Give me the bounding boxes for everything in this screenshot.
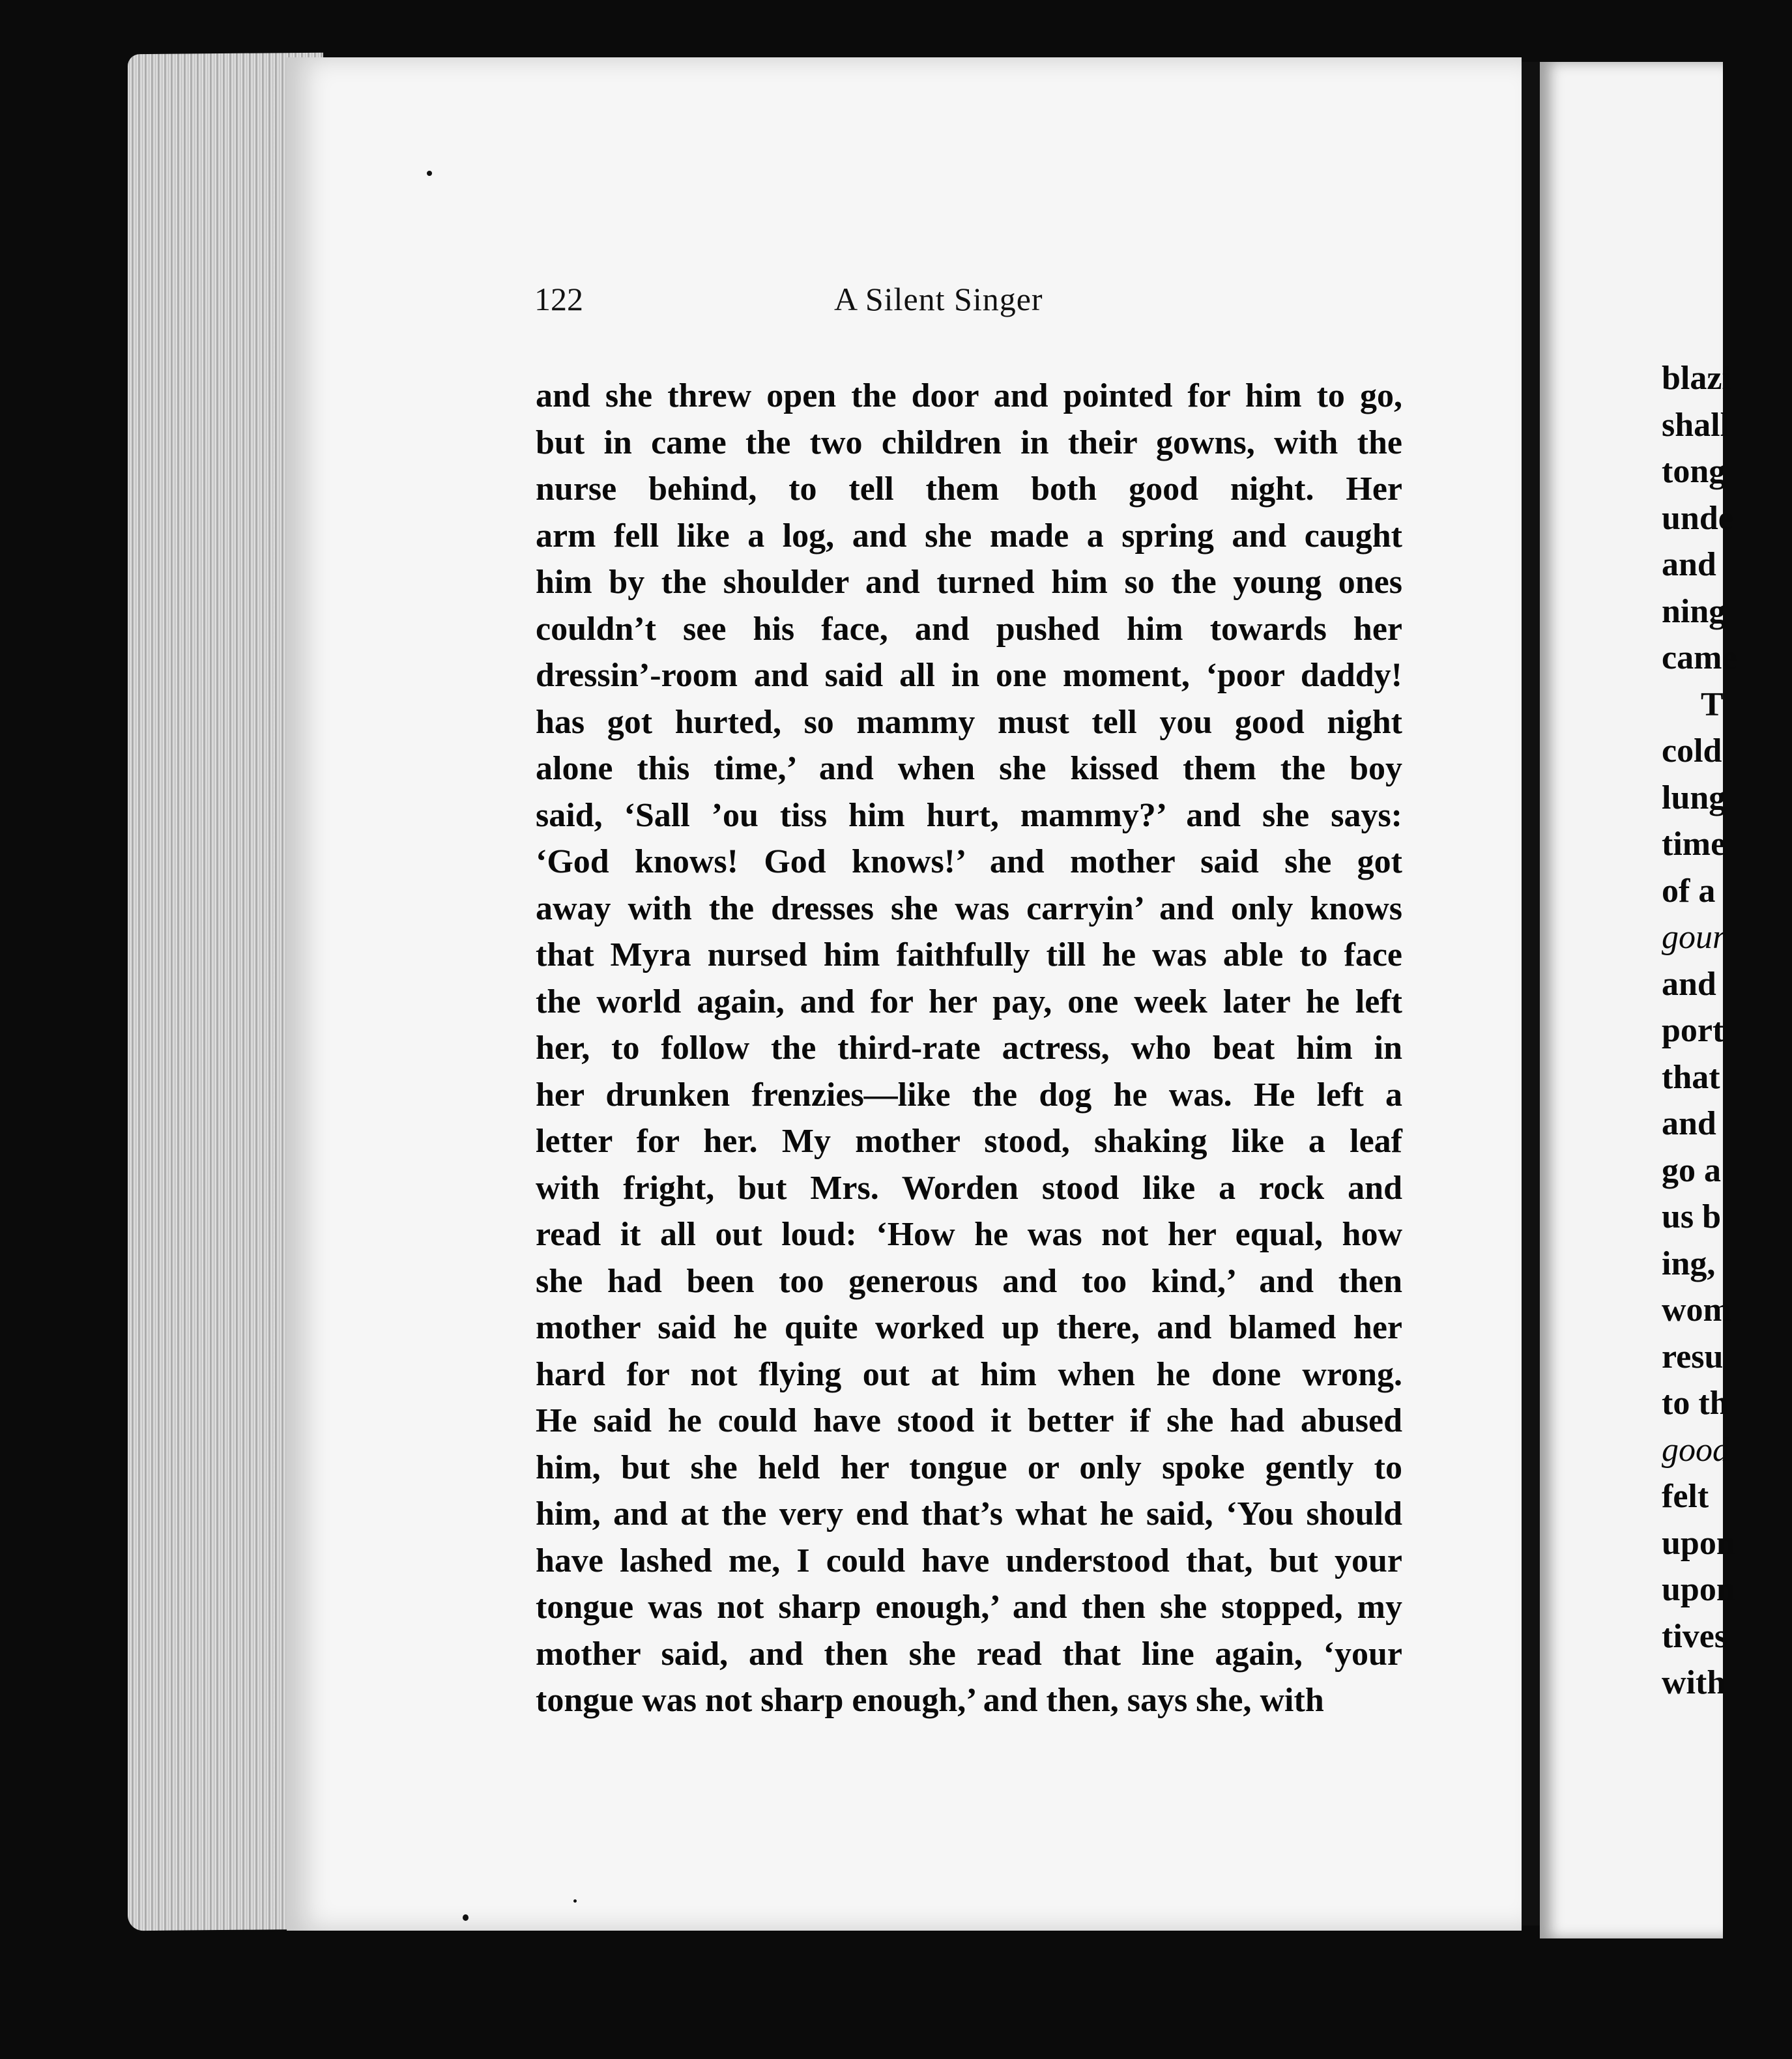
text-line: hard for not flying out at him when he done wrong. <box>536 1355 1402 1393</box>
facing-line: go a <box>1662 1151 1721 1189</box>
facing-line: resu <box>1662 1338 1724 1375</box>
text-line: tongue was not sharp enough,’ and then she stopped, my <box>536 1589 1402 1626</box>
text-line: her drunken frenzies—like the dog he was. He left a <box>536 1076 1402 1114</box>
facing-line: of a <box>1662 872 1716 910</box>
facing-line: time <box>1662 826 1726 863</box>
facing-line: cold <box>1662 732 1722 770</box>
facing-line: ing, <box>1662 1245 1716 1282</box>
facing-line: tong <box>1662 453 1726 490</box>
facing-line: came <box>1662 639 1737 676</box>
facing-line: lung <box>1662 779 1726 816</box>
text-line: and she threw open the door and pointed for him to go, <box>536 377 1402 414</box>
facing-page-text <box>1662 355 1792 1706</box>
facing-line: tives <box>1662 1617 1728 1655</box>
body-text <box>536 373 1402 1724</box>
dust-speck <box>463 1914 469 1921</box>
running-head <box>534 280 1401 332</box>
facing-line: gour <box>1662 919 1726 956</box>
text-line: tongue was not sharp enough,’ and then, says she, with <box>536 1682 1324 1719</box>
facing-line: upon <box>1662 1571 1735 1608</box>
text-line: him, but she held her tongue or only spoke gently to <box>536 1448 1402 1486</box>
facing-line: and <box>1662 546 1716 583</box>
text-line: the world again, and for her pay, one week later he left <box>536 983 1402 1020</box>
facing-line: blazi <box>1662 360 1731 397</box>
text-line: letter for her. My mother stood, shaking like a leaf <box>536 1123 1402 1160</box>
text-line: with fright, but Mrs. Worden stood like a rock and <box>536 1169 1402 1207</box>
text-line: arm fell like a log, and she made a spring and caught <box>536 517 1402 554</box>
facing-line: port <box>1662 1012 1724 1049</box>
dust-speck <box>427 171 432 176</box>
facing-line: wom <box>1662 1291 1731 1329</box>
facing-line: shall <box>1662 406 1730 444</box>
text-line: him, and at the very end that’s what he said, ‘You should <box>536 1495 1402 1533</box>
facing-line: good <box>1662 1431 1729 1469</box>
facing-line: T <box>1701 685 1724 723</box>
text-line: dressin’-room and said all in one moment, ‘poor daddy! <box>536 657 1402 694</box>
text-line: read it all out loud: ‘How he was not her equal, how <box>536 1216 1402 1253</box>
page-number: 122 <box>534 281 583 317</box>
text-line: but in came the two children in their gowns, with the <box>536 424 1402 461</box>
text-line: her, to follow the third-rate actress, who beat him in <box>536 1030 1402 1067</box>
text-line: nurse behind, to tell them both good night. Her <box>536 470 1402 508</box>
dust-speck <box>573 1899 577 1903</box>
book-title: A Silent Singer <box>834 281 1043 317</box>
text-line: has got hurted, so mammy must tell you good night <box>536 703 1402 741</box>
facing-line: us b <box>1662 1198 1722 1235</box>
text-line: mother said, and then she read that line again, ‘your <box>536 1635 1402 1673</box>
text-line: him by the shoulder and turned him so the young ones <box>536 564 1402 601</box>
text-line: mother said he quite worked up there, and blamed her <box>536 1309 1402 1346</box>
facing-line: ning <box>1662 592 1726 630</box>
facing-line: felt <box>1662 1478 1709 1515</box>
facing-line: with <box>1662 1664 1726 1701</box>
facing-line: upon <box>1662 1524 1735 1562</box>
text-line: that Myra nursed him faithfully till he was able to face <box>536 936 1402 973</box>
text-line: she had been too generous and too kind,’ and then <box>536 1262 1402 1300</box>
facing-line: unde <box>1662 499 1733 537</box>
text-line: away with the dresses she was carryin’ and only knows <box>536 889 1402 927</box>
text-line: said, ‘Sall ’ou tiss him hurt, mammy?’ and she says: <box>536 796 1402 834</box>
facing-line: to th <box>1662 1385 1729 1422</box>
facing-line: and <box>1662 1105 1716 1142</box>
facing-line: that <box>1662 1058 1720 1096</box>
text-line: have lashed me, I could have understood that, but your <box>536 1542 1402 1579</box>
facing-line: and <box>1662 965 1716 1003</box>
text-line: ‘God knows! God knows!’ and mother said she got <box>536 843 1402 880</box>
text-line: alone this time,’ and when she kissed them the boy <box>536 750 1402 787</box>
text-line: couldn’t see his face, and pushed him towards her <box>536 610 1402 648</box>
text-line: He said he could have stood it better if she had abused <box>536 1402 1402 1439</box>
book-gutter <box>1522 62 1540 1925</box>
